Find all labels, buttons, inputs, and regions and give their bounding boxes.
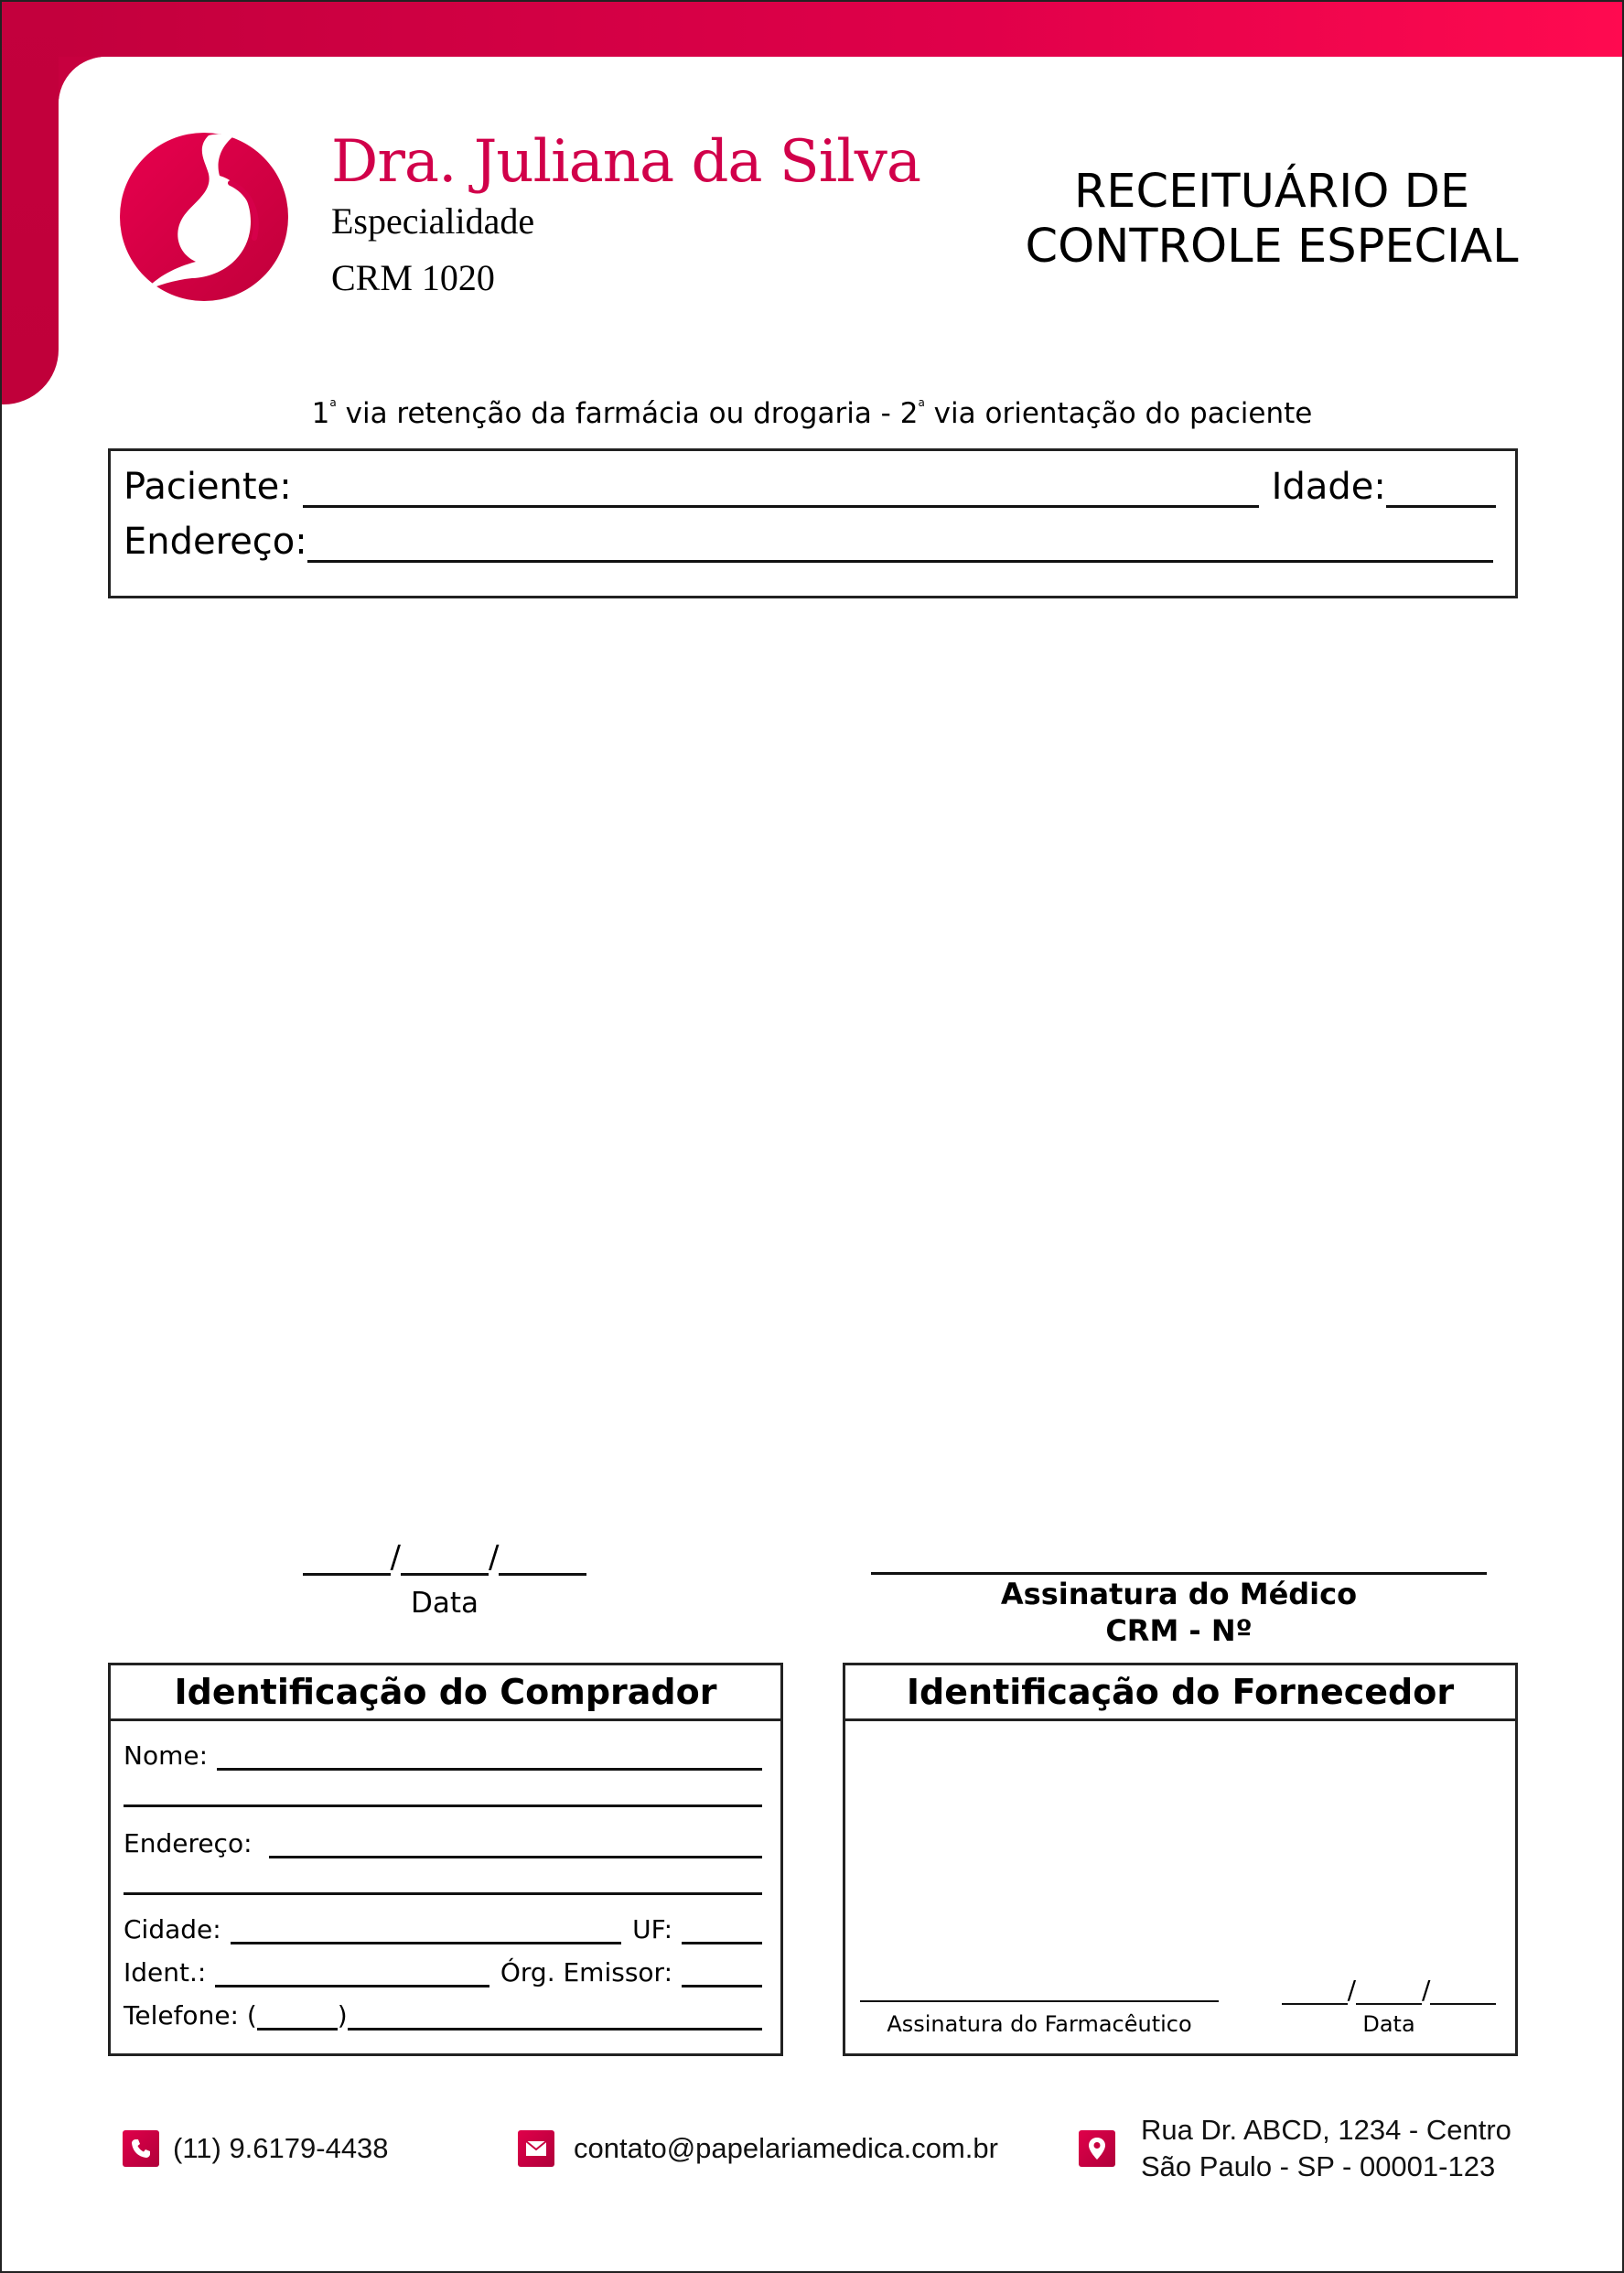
buyer-box-title: Identificação do Comprador	[111, 1665, 780, 1721]
title-line-2: CONTROLE ESPECIAL	[1025, 220, 1519, 274]
date-label: Data	[410, 1587, 479, 1620]
envelope-icon	[518, 2130, 554, 2167]
supplier-date-label: Data	[1362, 2011, 1415, 2037]
date-separator: /	[1347, 1975, 1356, 2005]
buyer-name-row	[124, 1740, 762, 1771]
footer-phone: (11) 9.6179-4438	[173, 2132, 389, 2164]
buyer-issuer-field[interactable]	[682, 1957, 762, 1988]
supplier-date-year-blank[interactable]	[1430, 1979, 1496, 2005]
second-copy-sup: a	[918, 396, 925, 409]
buyer-ident-label: Ident.:	[124, 1957, 207, 1988]
footer-address-line-2: São Paulo - SP - 00001-123	[1141, 2150, 1496, 2182]
buyer-city-field[interactable]	[231, 1914, 621, 1944]
date-separator: /	[390, 1539, 401, 1576]
date-year-blank[interactable]	[499, 1544, 586, 1576]
doctor-name: Dra. Juliana da Silva	[331, 128, 920, 196]
map-pin-icon	[1079, 2130, 1115, 2167]
buyer-address-row	[124, 1828, 762, 1858]
patient-name-field[interactable]	[303, 469, 1259, 508]
first-copy-sup: a	[329, 396, 337, 409]
map-pin-glyph-icon	[1088, 2137, 1106, 2160]
buyer-address-label: Endereço:	[124, 1828, 253, 1858]
phone-icon	[123, 2130, 159, 2167]
date-separator: /	[1422, 1975, 1431, 2005]
date-month-blank[interactable]	[401, 1544, 489, 1576]
buyer-phone-paren: )	[337, 2000, 348, 2031]
copy-instructions	[0, 396, 1624, 430]
doctor-crm: CRM 1020	[331, 257, 495, 298]
buyer-phone-label: Telefone: (	[124, 2000, 257, 2031]
address-label: Endereço:	[124, 521, 307, 563]
doctor-signature-caption: Assinatura do Médico	[1000, 1577, 1358, 1611]
phone-glyph-icon	[130, 2138, 152, 2160]
buyer-name-field-2[interactable]	[124, 1777, 762, 1807]
patient-age-field[interactable]	[1386, 469, 1496, 508]
second-copy-number: 2	[899, 397, 919, 430]
date-separator: /	[489, 1539, 500, 1576]
buyer-uf-label: UF:	[632, 1914, 672, 1944]
envelope-glyph-icon	[525, 2140, 547, 2157]
buyer-city-label: Cidade:	[124, 1914, 221, 1944]
age-label: Idade:	[1271, 466, 1386, 508]
buyer-name-label: Nome:	[124, 1740, 209, 1771]
date-day-blank[interactable]	[303, 1544, 391, 1576]
footer-email[interactable]: contato@papelariamedica.com.br	[574, 2132, 998, 2164]
doctor-signature-line[interactable]	[871, 1572, 1487, 1575]
title-line-1: RECEITUÁRIO DE	[1073, 165, 1470, 219]
buyer-name-row-2	[124, 1777, 762, 1807]
first-copy-number: 1	[311, 397, 330, 430]
first-copy-text: via retenção da farmácia ou drogaria -	[336, 397, 900, 430]
buyer-address-field-2[interactable]	[124, 1865, 762, 1895]
document-title	[997, 165, 1546, 275]
buyer-uf-field[interactable]	[682, 1914, 762, 1944]
stomach-logo-icon	[117, 130, 291, 304]
doctor-specialty: Especialidade	[331, 200, 535, 242]
supplier-date-month-blank[interactable]	[1356, 1979, 1422, 2005]
top-decor-band	[2, 2, 1622, 57]
buyer-city-row	[124, 1914, 762, 1944]
pharmacist-signature-label: Assinatura do Farmacêutico	[887, 2011, 1192, 2037]
supplier-date-day-blank[interactable]	[1282, 1979, 1348, 2005]
buyer-address-field[interactable]	[269, 1828, 762, 1858]
buyer-phone-row	[124, 2000, 762, 2031]
patient-label: Paciente:	[124, 466, 292, 508]
doctor-signature-label	[871, 1576, 1487, 1649]
buyer-ident-row	[124, 1957, 762, 1988]
second-copy-text: via orientação do paciente	[924, 397, 1313, 430]
side-decor-band	[2, 2, 59, 404]
footer-address-line-1: Rua Dr. ABCD, 1234 - Centro	[1141, 2114, 1511, 2146]
patient-box	[108, 448, 1518, 598]
prescription-date[interactable]	[302, 1539, 587, 1576]
pharmacist-signature-line[interactable]	[860, 2000, 1219, 2002]
buyer-area-code-field[interactable]	[257, 2000, 338, 2031]
buyer-ident-field[interactable]	[215, 1957, 489, 1988]
buyer-name-field[interactable]	[217, 1740, 762, 1771]
buyer-box	[108, 1663, 783, 2056]
address-row	[124, 521, 1496, 563]
buyer-phone-field[interactable]	[348, 2000, 762, 2031]
supplier-date[interactable]	[1281, 1975, 1497, 2005]
buyer-address-row-2	[124, 1865, 762, 1895]
supplier-box-title: Identificação do Fornecedor	[845, 1665, 1515, 1721]
patient-address-field[interactable]	[307, 523, 1493, 563]
buyer-issuer-label: Órg. Emissor:	[500, 1957, 672, 1988]
crm-number-caption: CRM - Nº	[1105, 1613, 1253, 1648]
patient-row	[124, 466, 1496, 508]
